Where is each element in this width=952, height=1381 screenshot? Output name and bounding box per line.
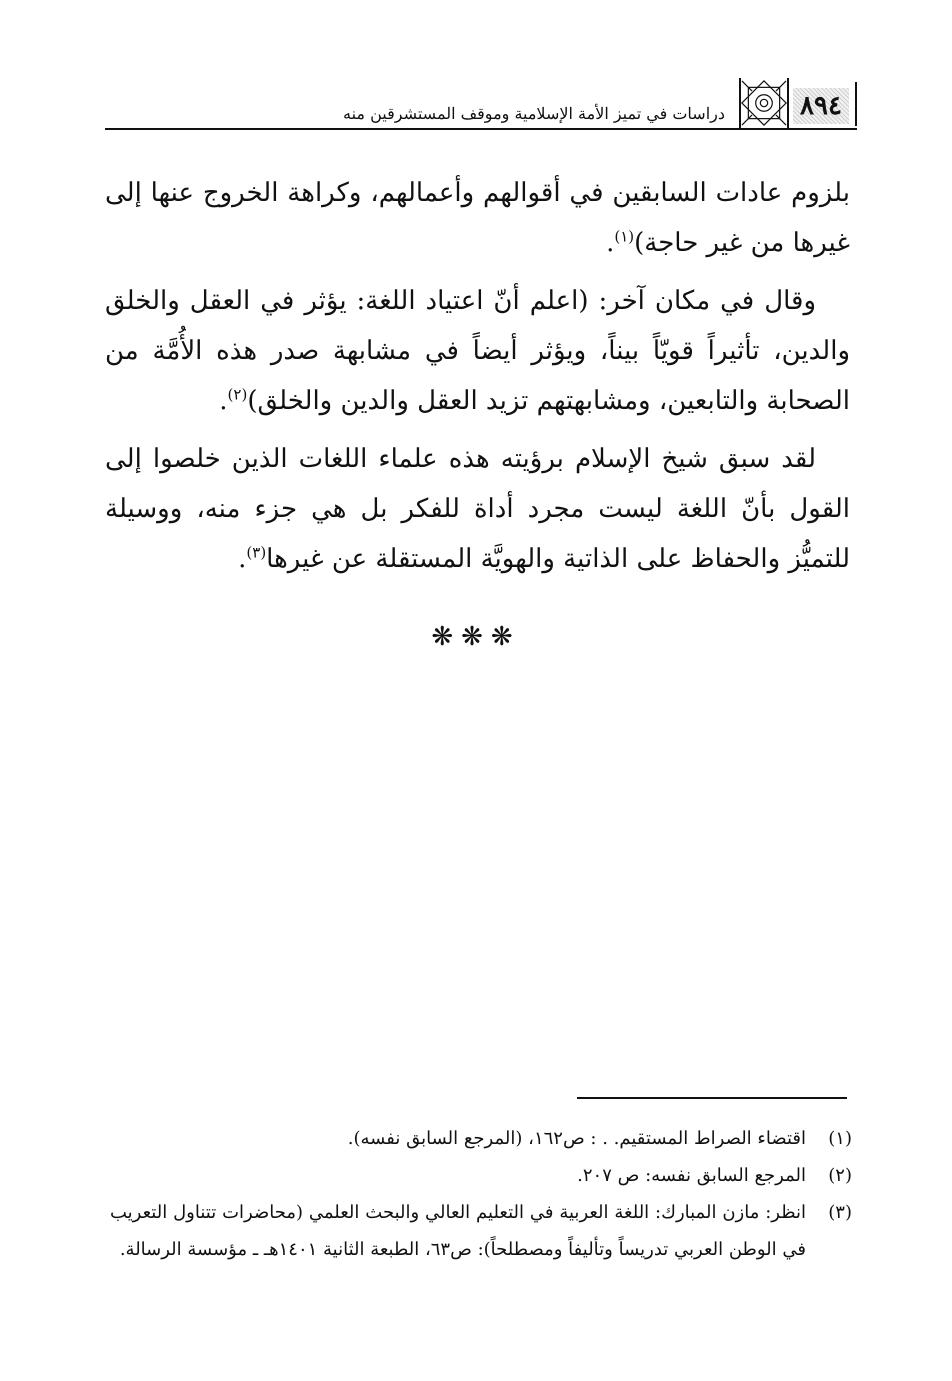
running-title: دراسات في تميز الأمة الإسلامية وموقف المستشرقين منه <box>343 104 725 123</box>
footnote-ref: (١) <box>614 227 635 246</box>
paragraph-3 <box>105 434 850 584</box>
footnote-number: (٣) <box>828 1202 852 1223</box>
paragraph-1 <box>105 168 850 268</box>
paragraph-text: لقد سبق شيخ الإسلام برؤيته هذه علماء اللغات الذين خلصوا إلى القول بأنّ اللغة ليست مجرد أداة للفكر بل هي جزء منه، ووسيلة للتميُّز والحفاظ على الذاتية والهويَّة المستقلة عن غيرها <box>105 444 850 574</box>
page-number: ٨٩٤ <box>793 88 849 124</box>
footnote-number: (٢) <box>828 1165 852 1186</box>
footnote-text: انظر: مازن المبارك: اللغة العربية في التعليم العالي والبحث العلمي (محاضرات تتناول التعريب في الوطن العربي تدريساً وتأليفاً ومصطلحاً): ص٦٣، الطبعة الثانية ١٤٠١هـ ـ مؤسسة الرسالة. <box>110 1202 806 1260</box>
page-header <box>105 78 857 130</box>
footnote-text: المرجع السابق نفسه: ص ٢٠٧. <box>577 1165 806 1186</box>
main-text <box>105 168 850 592</box>
section-separator: ❋❋❋ <box>431 622 521 652</box>
paragraph-text: وقال في مكان آخر: (اعلم أنّ اعتياد اللغة: يؤثر في العقل والخلق والدين، تأثيراً قويّاً بيناً، ويؤثر أيضاً في مشابهة صدر هذه الأُمَّة من الصحابة والتابعين، ومشابهتهم تزيد العقل والدين والخلق) <box>105 286 850 416</box>
header-rule <box>105 128 857 130</box>
paragraph-end: . <box>606 228 615 258</box>
footnote-ref: (٣) <box>246 543 267 562</box>
footnote-ref: (٢) <box>227 385 248 404</box>
islamic-star-ornament-icon <box>739 78 789 128</box>
footnote-item <box>110 1157 852 1194</box>
paragraph-end: . <box>238 544 247 574</box>
paragraph-end: . <box>219 386 228 416</box>
header-divider <box>855 82 857 126</box>
footnotes <box>110 1120 852 1268</box>
footnote-rule <box>577 1097 847 1099</box>
footnote-number: (١) <box>828 1128 852 1149</box>
footnote-text: اقتضاء الصراط المستقيم. . : ص١٦٢، (المرجع السابق نفسه). <box>347 1128 806 1149</box>
paragraph-text: بلزوم عادات السابقين في أقوالهم وأعمالهم، وكراهة الخروج عنها إلى غيرها من غير حاجة) <box>105 178 850 258</box>
footnote-item <box>110 1194 852 1268</box>
footnote-item <box>110 1120 852 1157</box>
paragraph-2 <box>105 276 850 426</box>
